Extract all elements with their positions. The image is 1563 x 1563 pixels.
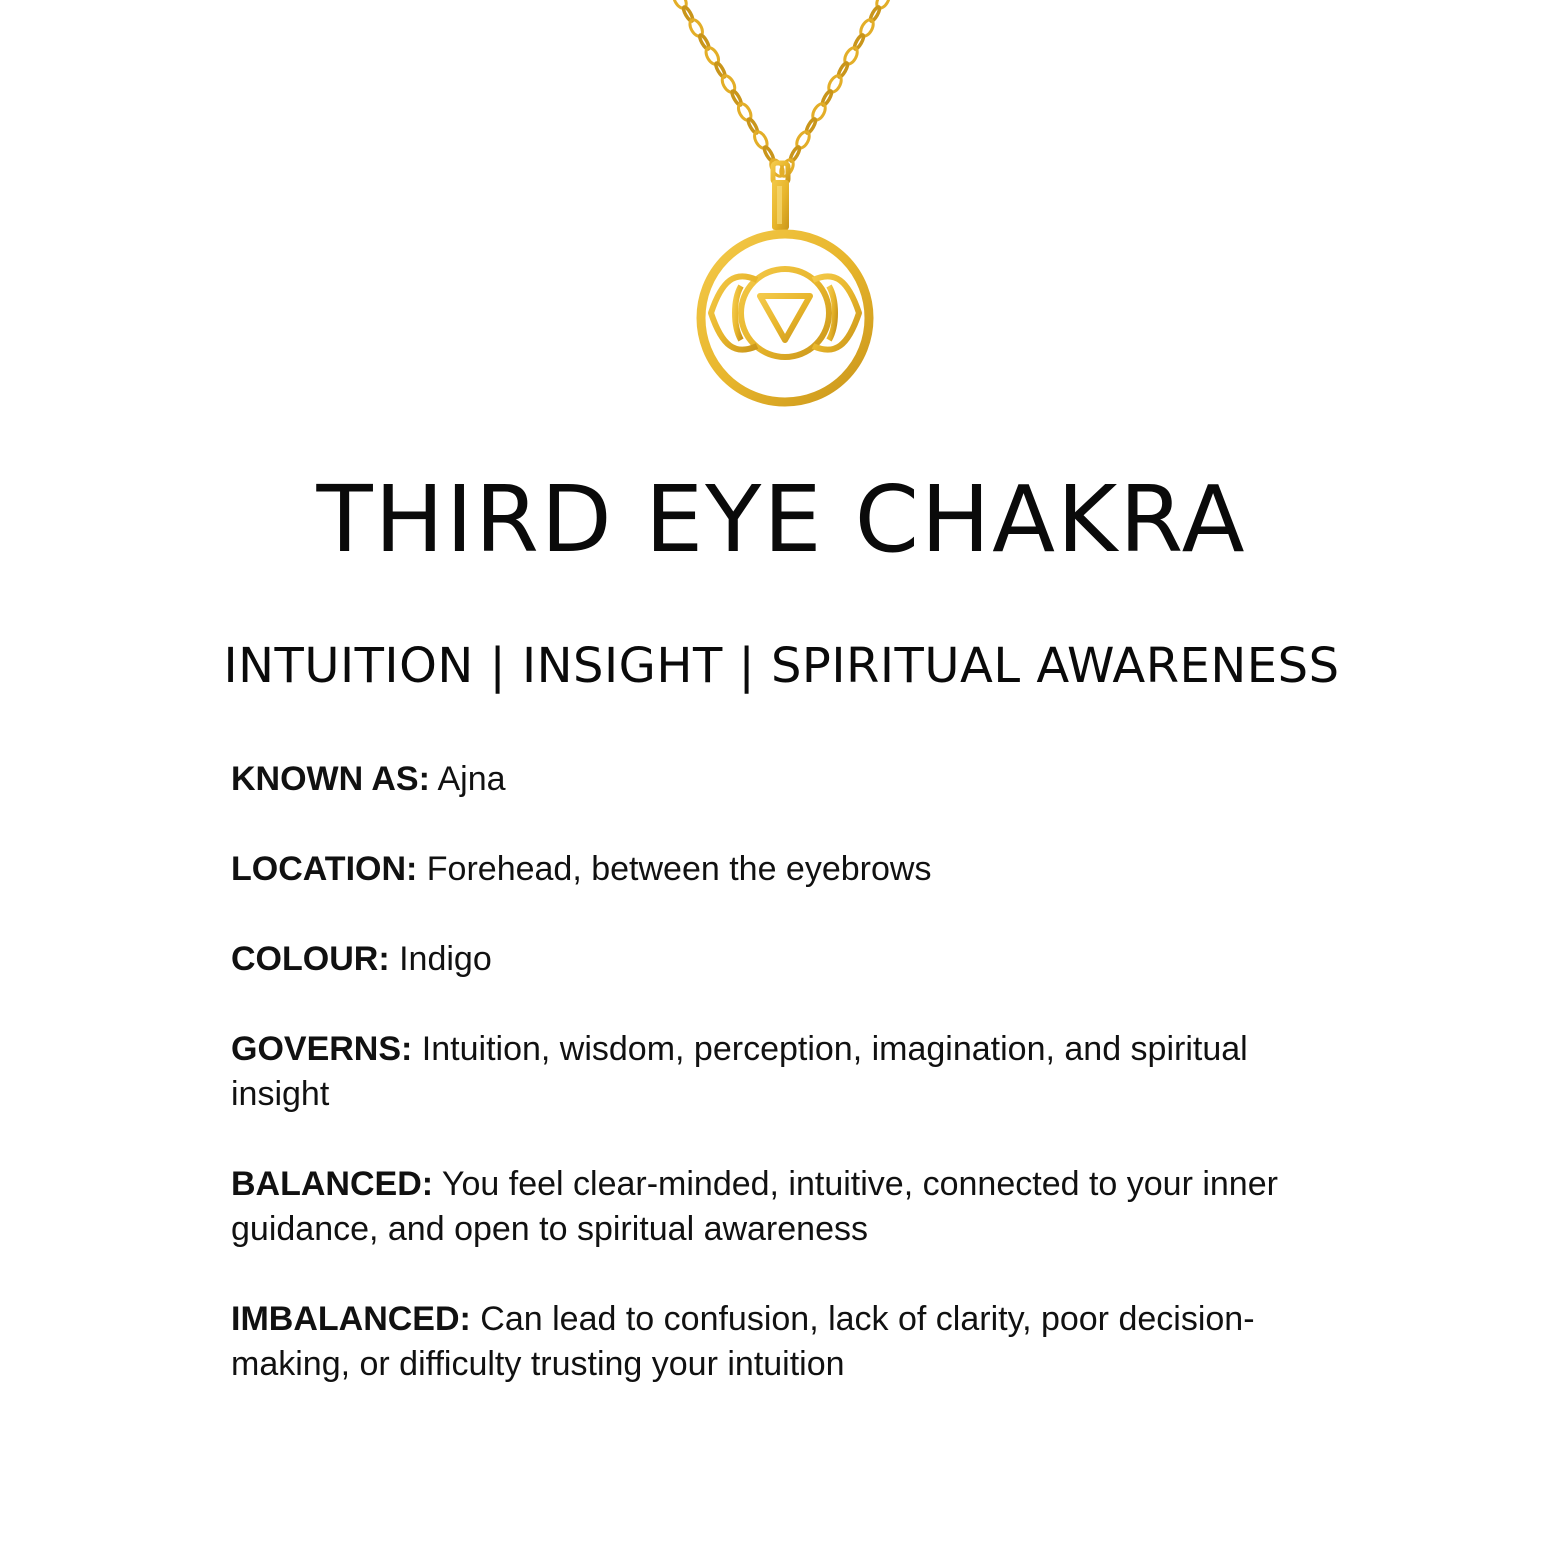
detail-value: Intuition, wisdom, perception, imagination, and spiritual insight [231,1030,1248,1113]
detail-location [231,847,1341,892]
detail-governs [231,1027,1341,1117]
detail-label: IMBALANCED: [231,1300,471,1338]
detail-balanced [231,1162,1341,1252]
detail-known-as [231,757,1341,802]
third-eye-chakra-pendant-icon [0,0,1563,430]
detail-label: LOCATION: [231,850,418,888]
detail-label: GOVERNS: [231,1030,413,1068]
detail-label: KNOWN AS: [231,760,430,798]
detail-value: Ajna [429,760,506,798]
detail-colour [231,937,1341,982]
chain-right [778,0,892,178]
chakra-symbol [711,269,859,357]
detail-label: BALANCED: [231,1165,434,1203]
chain-left [671,0,786,178]
pendant-ring [701,234,869,402]
detail-value: Indigo [389,940,492,978]
detail-imbalanced [231,1297,1341,1387]
page-subtitle: INTUITION | INSIGHT | SPIRITUAL AWARENESS [223,638,1340,694]
page-title: THIRD EYE CHAKRA [316,466,1247,573]
detail-value: You feel clear-minded, intuitive, connected to your inner guidance, and open to spiritual awareness [231,1165,1278,1248]
pendant-image [0,0,1563,430]
detail-value: Forehead, between the eyebrows [417,850,932,888]
detail-value: Can lead to confusion, lack of clarity, poor decision-making, or difficulty trusting your intuition [231,1300,1255,1383]
detail-label: COLOUR: [231,940,390,978]
chakra-details [231,757,1341,1432]
